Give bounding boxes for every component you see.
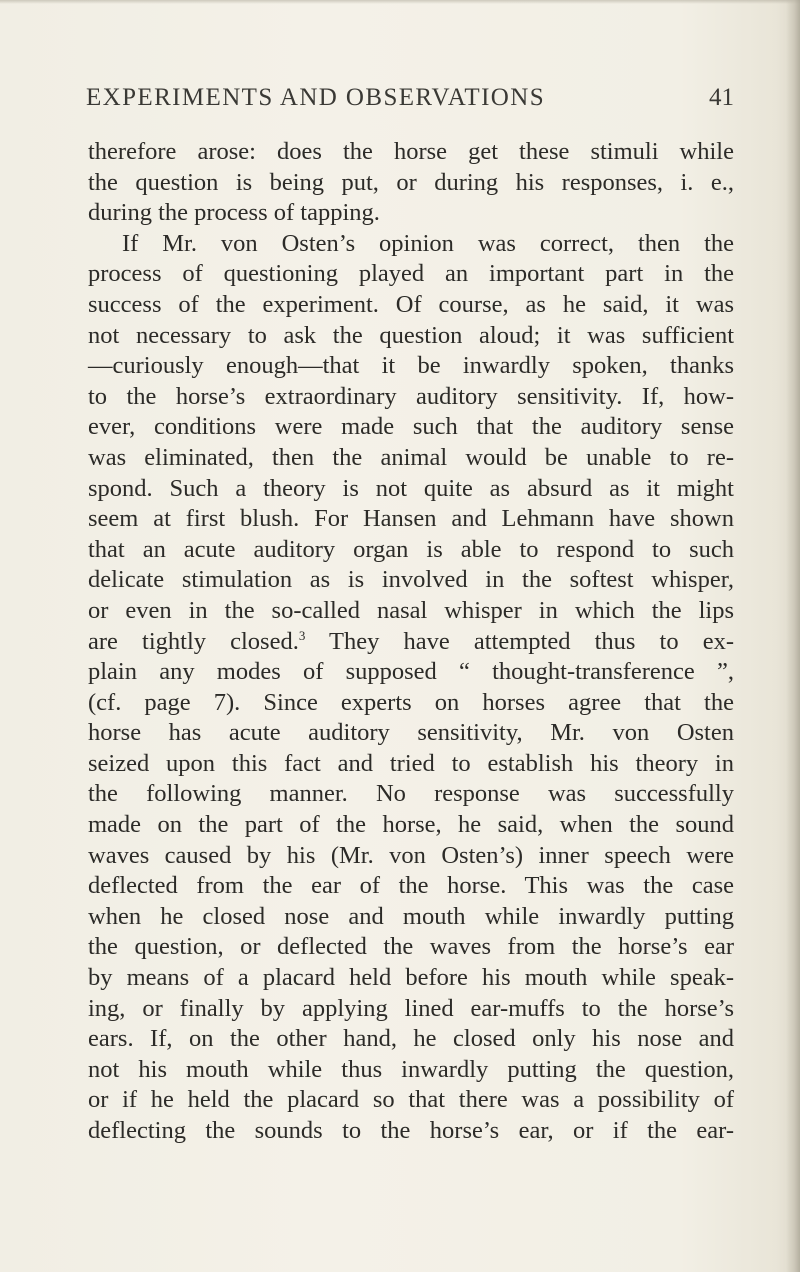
text-line: the following manner. No response was successfully [88,780,734,808]
text-line: process of questioning played an important part in the [88,260,734,288]
text-line: therefore arose: does the horse get these stimuli while [88,138,734,165]
text-line: delicate stimulation as is involved in the softest whisper, [88,566,734,594]
text-line: not necessary to ask the question aloud; it was sufficient [88,321,734,349]
text-line: seem at first blush. For Hansen and Lehmann have shown [88,505,734,533]
text-line: the question, or deflected the waves from the horse’s ear [88,933,734,961]
text-line: was eliminated, then the animal would be unable to re- [88,443,734,471]
text-line: when he closed nose and mouth while inwardly putting [88,902,734,930]
text-line: ing, or finally by applying lined ear-muffs to the horse’s [88,994,734,1022]
text-line: success of the experiment. Of course, as he said, it was [88,290,734,318]
text-line: not his mouth while thus inwardly putting the question, [88,1055,734,1083]
text-line: deflecting the sounds to the horse’s ear, or if the ear- [88,1117,734,1144]
text-line: spond. Such a theory is not quite as absurd as it might [88,474,734,502]
page-top-shadow [0,0,800,4]
page-number: 41 [709,84,734,111]
text-line: by means of a placard held before his mouth while speak- [88,964,734,992]
text-line: —curiously enough—that it be inwardly spoken, thanks [88,352,734,380]
running-head-title: EXPERIMENTS AND OBSERVATIONS [86,84,546,111]
text-line: or if he held the placard so that there was a possibility of [88,1086,734,1114]
text-line: or even in the so-called nasal whisper in which the lips [88,596,734,624]
body-text [88,137,734,1147]
text-fragment: are tightly closed. [88,627,299,655]
text-line: to the horse’s extraordinary auditory sensitivity. If, how- [88,382,734,410]
text-line: during the process of tapping. [88,199,380,227]
text-fragment: They have attempted thus to ex- [329,627,734,655]
text-line-with-footnote [88,627,734,658]
footnote-reference: 3 [298,627,306,643]
text-line: made on the part of the horse, he said, when the sound [88,811,734,839]
text-line: If Mr. von Osten’s opinion was correct, then the [122,229,734,257]
text-line: ever, conditions were made such that the auditory sense [88,413,734,441]
text-line: seized upon this fact and tried to establish his theory in [88,749,734,777]
text-line: horse has acute auditory sensitivity, Mr. von Osten [88,719,734,747]
text-line: plain any modes of supposed “ thought-transference ”, [88,658,734,686]
text-line: deflected from the ear of the horse. This was the case [88,872,734,900]
text-line: waves caused by his (Mr. von Osten’s) inner speech were [88,841,734,869]
running-head [86,84,734,124]
text-line: that an acute auditory organ is able to respond to such [88,535,734,563]
text-line: (cf. page 7). Since experts on horses agree that the [88,688,734,716]
page-gutter-shadow [786,0,800,1272]
text-line: the question is being put, or during his responses, i. e., [88,168,734,196]
text-line: ears. If, on the other hand, he closed only his nose and [88,1025,734,1053]
